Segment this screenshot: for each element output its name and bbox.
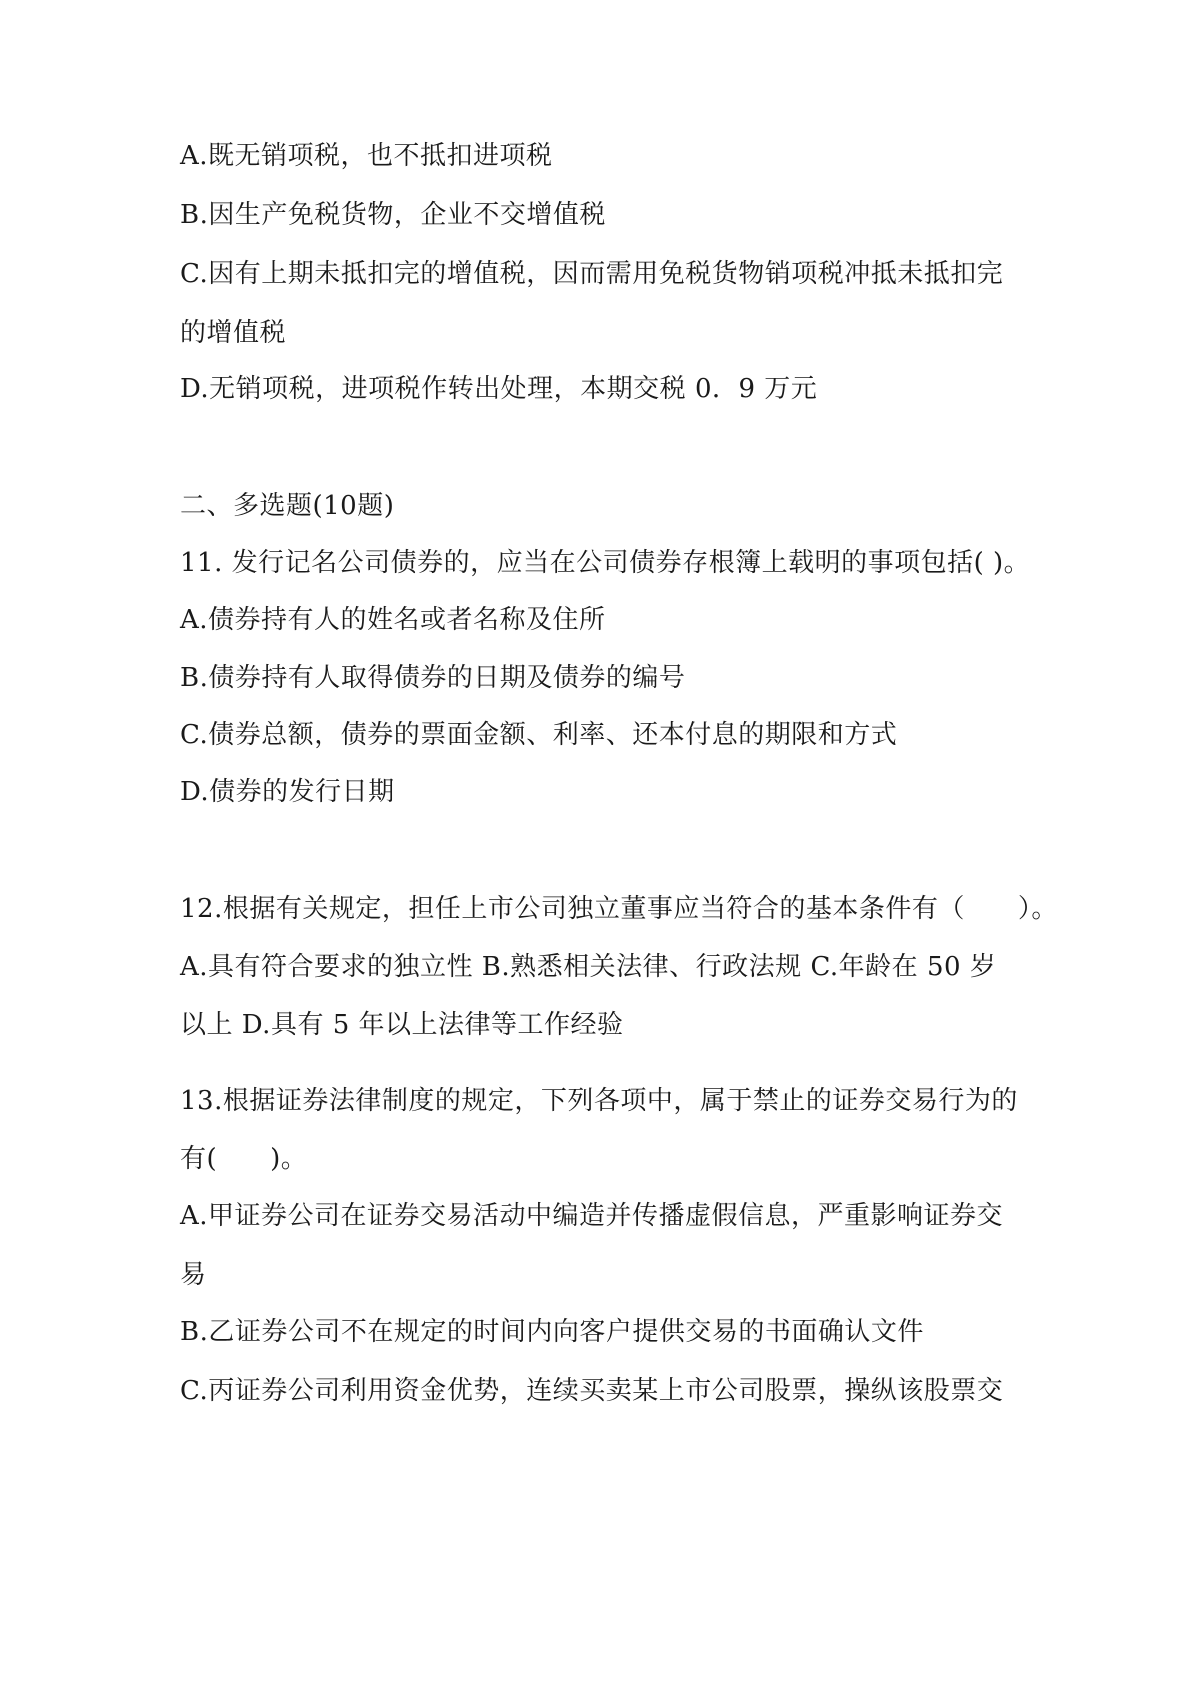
q10-option-d: D.无销项税，进项税作转出处理，本期交税 0．9 万元 (180, 374, 818, 404)
q11-option-c: C.债券总额，债券的票面金额、利率、还本付息的期限和方式 (180, 720, 898, 750)
q12-options-line1: A.具有符合要求的独立性 B.熟悉相关法律、行政法规 C.年龄在 50 岁 (180, 952, 997, 982)
q13-stem-line1: 13.根据证券法律制度的规定，下列各项中，属于禁止的证券交易行为的 (180, 1086, 1018, 1116)
q13-option-c: C.丙证券公司利用资金优势，连续买卖某上市公司股票，操纵该股票交 (180, 1376, 1004, 1406)
q11-option-a: A.债券持有人的姓名或者名称及住所 (180, 605, 606, 635)
q12-options-line2: 以上 D.具有 5 年以上法律等工作经验 (180, 1010, 624, 1040)
section-heading: 二、多选题(10题) (180, 491, 395, 521)
q13-option-b: B.乙证券公司不在规定的时间内向客户提供交易的书面确认文件 (180, 1317, 924, 1347)
q11-stem: 11. 发行记名公司债券的，应当在公司债券存根簿上载明的事项包括( )。 (180, 548, 1031, 578)
q10-option-b: B.因生产免税货物，企业不交增值税 (180, 200, 606, 230)
q10-option-a: A.既无销项税，也不抵扣进项税 (180, 141, 553, 171)
q11-option-d: D.债券的发行日期 (180, 777, 395, 807)
q10-option-c-line1: C.因有上期未抵扣完的增值税，因而需用免税货物销项税冲抵未抵扣完 (180, 259, 1004, 289)
q12-stem: 12.根据有关规定，担任上市公司独立董事应当符合的基本条件有（ ）。 (180, 894, 1058, 924)
q11-option-b: B.债券持有人取得债券的日期及债券的编号 (180, 663, 686, 693)
q13-option-a-line1: A.甲证券公司在证券交易活动中编造并传播虚假信息，严重影响证券交 (180, 1201, 1004, 1231)
q13-option-a-line2: 易 (180, 1260, 207, 1290)
q10-option-c-line2: 的增值税 (180, 318, 287, 348)
q13-stem-line2: 有( )。 (180, 1144, 308, 1174)
